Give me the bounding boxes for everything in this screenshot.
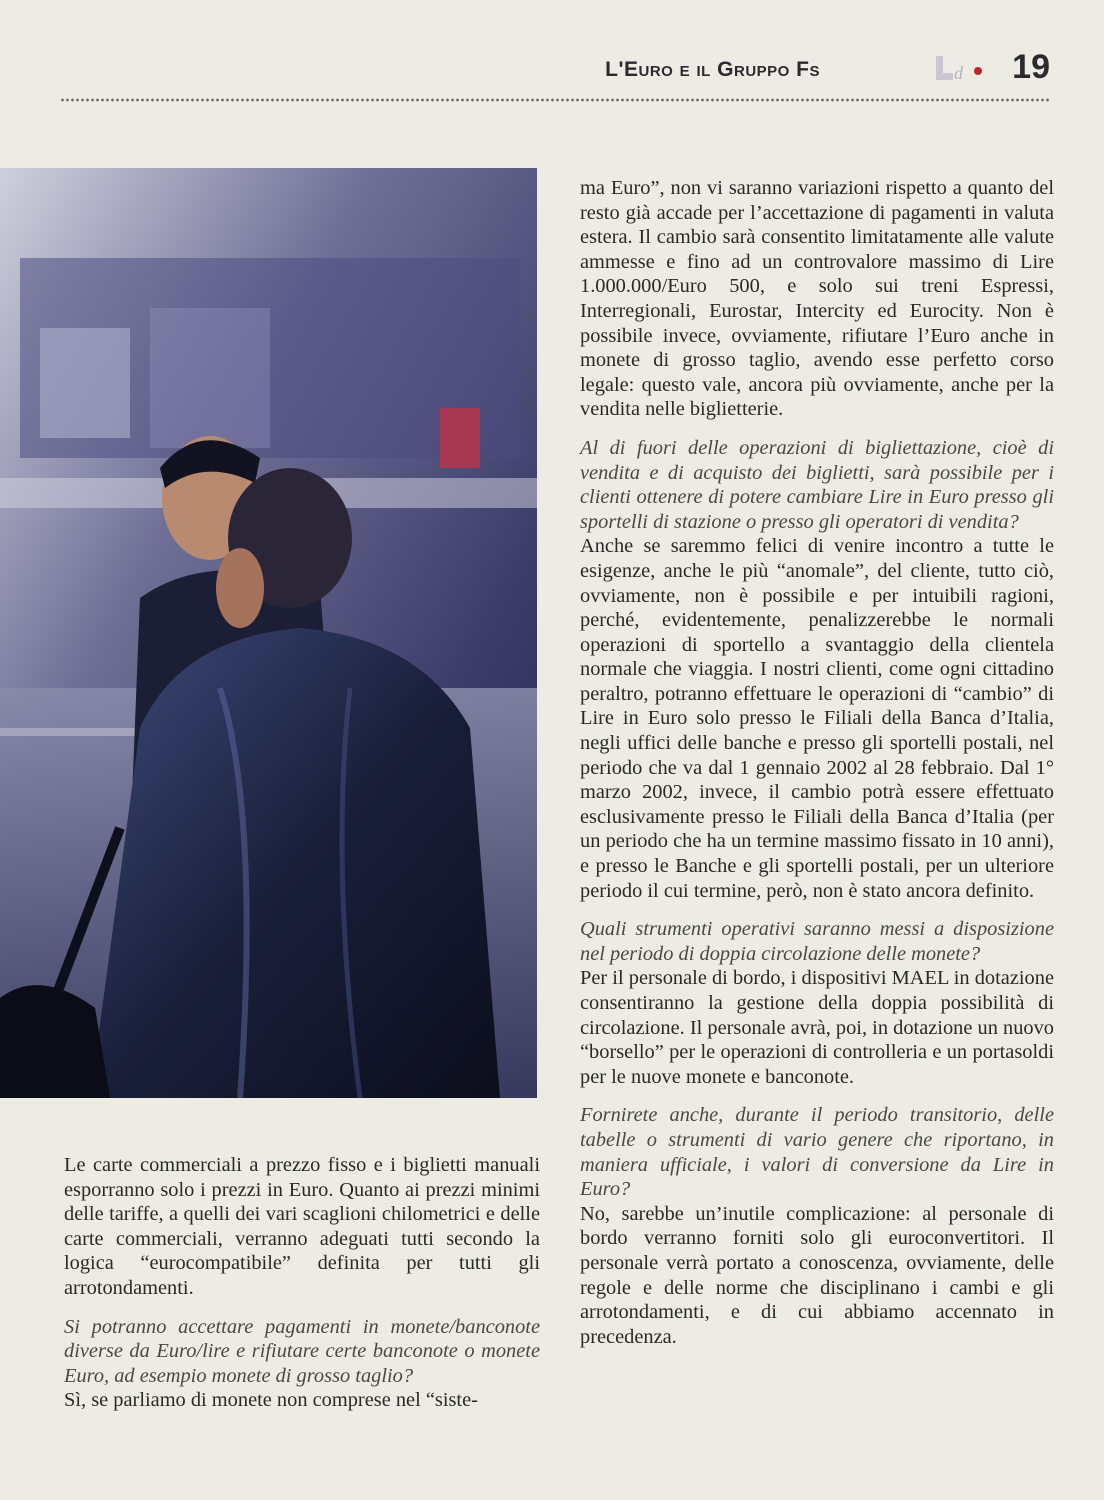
question: Quali strumenti operativi saranno messi a disposizione nel periodo di doppia circolazione delle monete? — [580, 918, 1054, 965]
header-dotted-divider — [60, 98, 1050, 102]
answer: Sì, se parliamo di monete non comprese nel “siste- — [64, 1389, 478, 1412]
answer: Per il personale di bordo, i dispositivi MAEL in dotazione consentiranno la gestione della doppia possibilità di circolazione. Il personale avrà, poi, in dotazione un nuovo “borsello” per le operazioni di controlleria e un portasoldi per le nuove monete e banconote. — [580, 967, 1054, 1088]
ld-magazine-logo — [934, 52, 968, 82]
page-header — [60, 46, 1050, 90]
right-text-column — [580, 176, 1054, 1349]
left-text-column — [64, 1153, 540, 1413]
answer: Anche se saremmo felici di venire incontro a tutte le esigenze, anche le più “anomale”, del cliente, tutto ciò, ovviamente, non è possibile e per intuibili ragioni, perché, evidentemente, penalizzerebbe le normali operazioni di sportello a svantaggio della clientela normale che viaggia. I nostri clienti, come ogni cittadino peraltro, potranno effettuare le operazioni di “cambio” di Lire in Euro solo presso le Filiali della Banca d’Italia, negli uffici delle banche e presso gli sportelli postali, nel periodo che va dal 1 gennaio 2002 al 28 febbraio. Dal 1° marzo 2002, invece, il cambio potrà essere effettuato esclusivamente presso le Filiali della Banca d’Italia (per un periodo che ha un termine massimo fissato in 10 anni), e presso le Banche e gli sportelli postali, per un ulteriore periodo il cui termine, però, non è stato ancora definito. — [580, 535, 1054, 902]
question: Fornirete anche, durante il periodo transitorio, delle tabelle o strumenti di vario genere che riportano, in maniera ufficiale, i valori di conversione da Lire in Euro? — [580, 1104, 1054, 1201]
bullet-dot-icon — [974, 67, 982, 75]
answer: No, sarebbe un’inutile complicazione: al personale di bordo verranno forniti solo gli euroconvertitori. Il personale verrà portato a conoscenza, ovviamente, delle regole e delle norme che disciplinano i cambi e gli arrotondamenti, e di cui abbiamo accennato in precedenza. — [580, 1202, 1054, 1348]
section-title: L'Euro e il Gruppo Fs — [605, 58, 820, 81]
two-men-on-train-platform-image — [0, 168, 537, 1098]
svg-text:d: d — [954, 63, 963, 82]
question: Si potranno accettare pagamenti in monete/banconote diverse da Euro/lire e rifiutare certe banconote o monete Euro, ad esempio monete di grosso taglio? — [64, 1315, 540, 1387]
answer: ma Euro”, non vi saranno variazioni rispetto a quanto del resto già accade per l’accettazione di pagamenti in valuta estera. Il cambio sarà consentito limitatamente alle valute ammesse e fino ad un controvalore massimo di Lire 1.000.000/Euro 500, e solo sui treni Espressi, Interregionali, Eurostar, Intercity ed Eurocity. Non è possibile invece, ovviamente, rifiutare l’Euro anche in monete di grosso taglio, avendo esse perfetto corso legale: questo vale, ancora più ovviamente, anche per la vendita nelle biglietterie. — [580, 177, 1054, 421]
paragraph: Le carte commerciali a prezzo fisso e i biglietti manuali esporranno solo i prezzi in Euro. Quanto ai prezzi minimi delle tariffe, a quelli dei vari scaglioni chilometrici e delle carte commerciali, verranno adeguati tutti secondo la logica “eurocompatibile” definita per tutti gli arrotondamenti. — [64, 1154, 540, 1299]
question: Al di fuori delle operazioni di bigliettazione, cioè di vendita e di acquisto dei biglietti, sarà possibile per i clienti ottenere di potere cambiare Lire in Euro presso gli sportelli di stazione o presso gli operatori di vendita? — [580, 436, 1054, 533]
page-number: 19 — [1012, 48, 1050, 86]
